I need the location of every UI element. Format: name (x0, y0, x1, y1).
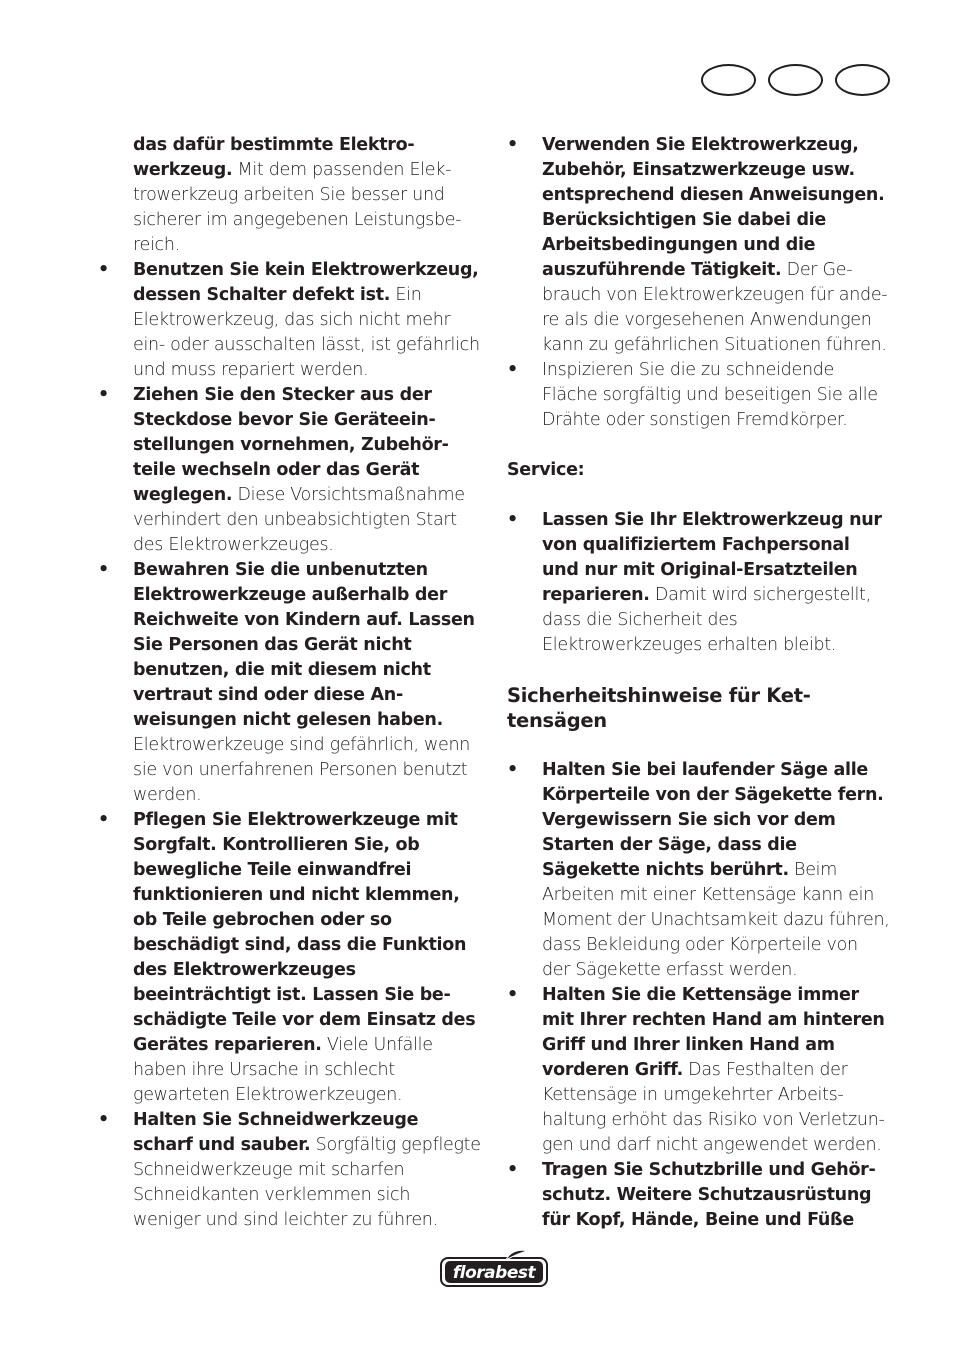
spacer (507, 433, 891, 458)
left-column (98, 133, 482, 1233)
bullet: • (98, 385, 109, 405)
item-text: Inspizieren Sie die zu schneidende Fläche sorgfältig und beseitigen Sie alle Drähte oder sonstigen Fremdkörper. (542, 360, 878, 430)
item-text: Der Gebrauch von Elektrowerkzeugen für andere als die vorgesehenen Anwendungen kann zu gefährlichen Situationen führen. (542, 260, 888, 355)
spacer (507, 658, 891, 683)
spacer (507, 733, 891, 758)
bullet: • (98, 810, 109, 830)
item-bold: Bewahren Sie die unbenutzten Elektrowerkzeuge außerhalb der Reichweite von Kindern auf. Lassen Sie Personen das Gerät nicht benutzen, die mit diesem nicht vertraut sind oder diese Anweisungen nicht gelesen haben. (133, 560, 475, 730)
intro-paragraph (98, 133, 482, 258)
left-item-2 (98, 383, 482, 558)
item-text: Beim Arbeiten mit einer Kettensäge kann ein Moment der Unachtsamkeit dazu führen, dass Bekleidung oder Körperteile von der Sägekette erfasst werden. (542, 860, 890, 980)
item-text: Ein Elektrowerkzeug, das sich nicht mehr ein- oder ausschalten lässt, ist gefährlich und muss repariert werden. (133, 285, 480, 380)
language-oval-1 (701, 64, 756, 96)
logo-frame (440, 1257, 548, 1287)
section-heading: Sicherheitshinweise für Kettensägen (507, 684, 811, 732)
item-bold: Verwenden Sie Elektrowerkzeug, Zubehör, Einsatzwerkzeuge usw. entsprechend diesen Anweisungen. Berücksichtigen Sie dabei die Arbeitsbedingungen und die auszuführende Tätigkeit. (542, 135, 885, 280)
left-item-4 (98, 808, 482, 1108)
language-oval-2 (768, 64, 823, 96)
leaf-icon (504, 1249, 528, 1261)
right-item-5 (507, 1158, 891, 1233)
spacer (507, 483, 891, 508)
right-item-1 (507, 133, 891, 358)
logo-text: florabest (452, 1263, 536, 1283)
bullet: • (98, 260, 109, 280)
language-oval-3 (835, 64, 890, 96)
bullet: • (98, 560, 109, 580)
intro-bold: das dafür bestimmte Elektrowerkzeug. (133, 135, 415, 180)
bullet: • (507, 985, 518, 1005)
item-text: Sorgfältig gepflegte Schneidwerkzeuge mit scharfen Schneidkanten verklemmen sich weniger und sind leichter zu führen. (133, 1135, 481, 1230)
left-item-5 (98, 1108, 482, 1233)
left-item-3 (98, 558, 482, 808)
bullet: • (507, 1160, 518, 1180)
left-item-1 (98, 258, 482, 383)
item-bold: Halten Sie Schneidwerkzeuge scharf und sauber. (133, 1110, 419, 1155)
intro-text: Mit dem passenden Elektrowerkzeug arbeiten Sie besser und sicherer im angegebenen Leistungsbereich. (133, 160, 462, 255)
item-text: Elektrowerkzeuge sind gefährlich, wenn sie von unerfahrenen Personen benutzt werden. (133, 735, 471, 805)
item-bold: Lassen Sie Ihr Elektrowerkzeug nur von qualifiziertem Fachpersonal und nur mit Original-Ersatzteilen reparieren. (542, 510, 882, 605)
item-bold: Halten Sie bei laufender Säge alle Körperteile von der Sägekette fern. Vergewissern Sie sich vor dem Starten der Säge, dass die Sägekette nichts berührt. (542, 760, 884, 880)
bullet: • (507, 135, 518, 155)
item-bold: Halten Sie die Kettensäge immer mit Ihrer rechten Hand am hinteren Griff und Ihrer linken Hand am vorderen Griff. (542, 985, 885, 1080)
right-item-4 (507, 983, 891, 1158)
item-bold: Benutzen Sie kein Elektrowerkzeug, dessen Schalter defekt ist. (133, 260, 479, 305)
service-item (507, 508, 891, 658)
bullet: • (507, 760, 518, 780)
right-item-2 (507, 358, 891, 433)
bullet: • (507, 360, 518, 380)
item-text: Das Festhalten der Kettensäge in umgekehrter Arbeitshaltung erhöht das Risiko von Verletzungen und darf nicht angewendet werden. (542, 1060, 885, 1155)
logo-inner (445, 1261, 543, 1283)
item-text: Viele Unfälle haben ihre Ursache in schlecht gewarteten Elektrowerkzeugen. (133, 1035, 433, 1105)
bullet: • (98, 1110, 109, 1130)
item-bold: Ziehen Sie den Stecker aus der Steckdose bevor Sie Geräteeinstellungen vornehmen, Zubehörteile wechseln oder das Gerät weglegen. (133, 385, 449, 505)
item-text: Diese Vorsichtsmaßnahme verhindert den unbeabsichtigten Start des Elektrowerkzeuges. (133, 485, 465, 555)
right-column (507, 133, 891, 1233)
language-ovals (701, 64, 891, 98)
item-text: Damit wird sichergestellt, dass die Sicherheit des Elektrowerkzeuges erhalten bleibt. (542, 585, 871, 655)
item-bold: Tragen Sie Schutzbrille und Gehörschutz. Weitere Schutzausrüstung für Kopf, Hände, Beine und Füße (542, 1160, 876, 1230)
florabest-logo (438, 1251, 552, 1289)
right-item-3 (507, 758, 891, 983)
bullet: • (507, 510, 518, 530)
service-label: Service: (507, 460, 585, 480)
item-bold: Pflegen Sie Elektrowerkzeuge mit Sorgfalt. Kontrollieren Sie, ob bewegliche Teile einwandfrei funktionieren und nicht klemmen, ob Teile gebrochen oder so beschädigt sind, dass die Funktion des Elektrowerkzeuges beeinträchtigt ist. Lassen Sie beschädigte Teile vor dem Einsatz des Gerätes reparieren. (133, 810, 476, 1055)
